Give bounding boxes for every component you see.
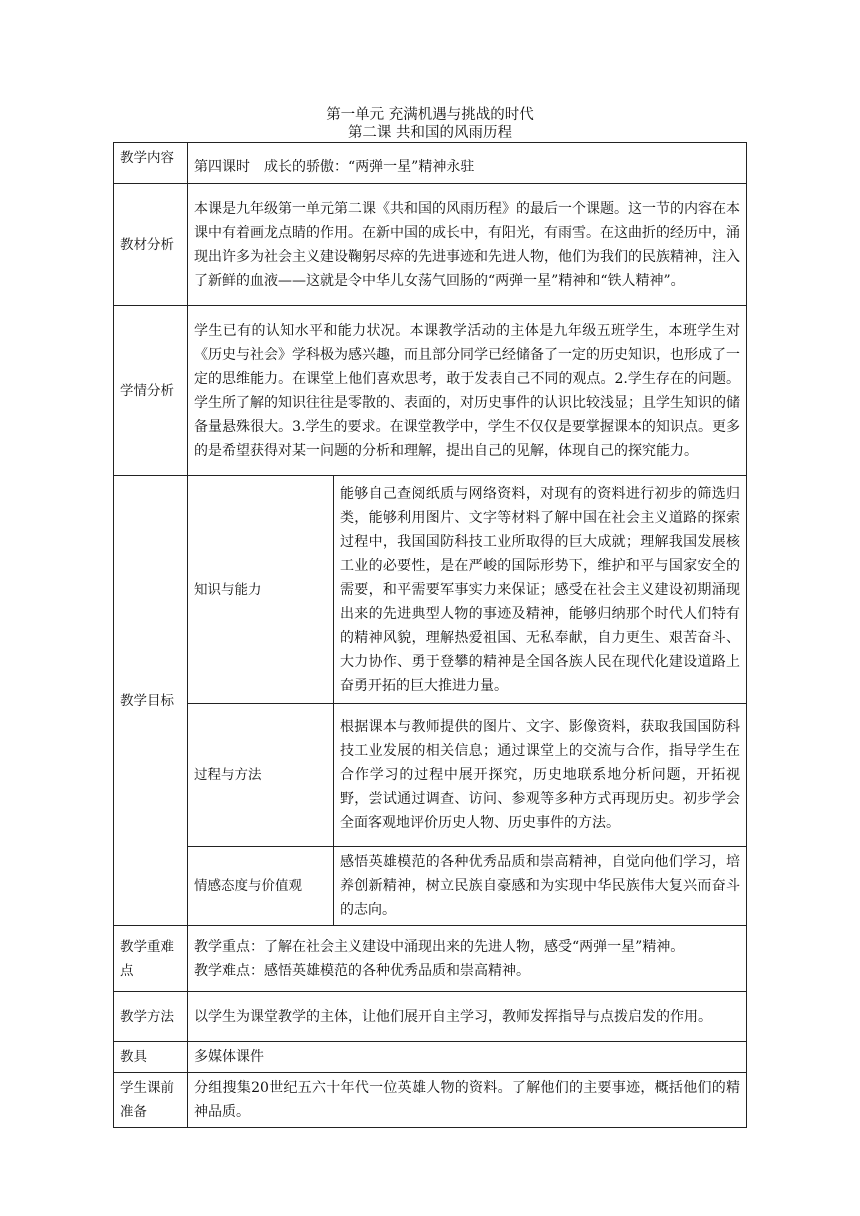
material-label: 教材分析: [114, 184, 188, 306]
content-value: 第四课时 成长的骄傲：“两弹一星”精神永驻: [188, 143, 747, 184]
tools-label: 教具: [114, 1042, 188, 1073]
table-row-tools: [114, 1042, 747, 1073]
table-row-prep: [114, 1073, 747, 1128]
table-row-goal-emotion: [114, 847, 747, 926]
table-row-method: [114, 992, 747, 1042]
difficult-point-text: 教学难点：感悟英雄模范的各种优秀品质和崇高精神。: [194, 962, 530, 979]
tools-value: 多媒体课件: [188, 1042, 747, 1073]
prep-value: 分组搜集20世纪五六十年代一位英雄人物的资料。了解他们的主要事迹，概括他们的精神品质。: [188, 1073, 747, 1128]
table-row-keypoints: [114, 926, 747, 992]
process-value: 根据课本与教师提供的图片、文字、影像资料，获取我国国防科技工业发展的相关信息；通过课堂上的交流与合作，指导学生在合作学习的过程中展开探究，历史地联系地分析问题，开拓视野，尝试通过调查、访问、参观等多种方式再现历史。初步学会全面客观地评价历史人物、历史事件的方法。: [334, 704, 747, 847]
method-value: 以学生为课堂教学的主体，让他们展开自主学习，教师发挥指导与点拨启发的作用。: [188, 992, 747, 1042]
goals-label: 教学目标: [114, 476, 188, 926]
keypoints-label: 教学重难点: [114, 926, 188, 992]
table-row-goal-process: [114, 704, 747, 847]
lesson-title: 第二课 共和国的风雨历程: [347, 125, 513, 141]
table-row-material: [114, 184, 747, 306]
content-label: 教学内容: [114, 143, 188, 184]
emotion-label: 情感态度与价值观: [188, 847, 334, 926]
process-label: 过程与方法: [188, 704, 334, 847]
knowledge-value: 能够自己查阅纸质与网络资料，对现有的资料进行初步的筛选归类，能够利用图片、文字等材料了解中国在社会主义道路的探索过程中，我国国防科技工业所取得的巨大成就；理解我国发展核工业的必要性，是在严峻的国际形势下，维护和平与国家安全的需要，和平需要军事实力来保证；感受在社会主义建设初期涌现出来的先进典型人物的事迹及精神，能够归纳那个时代人们特有的精神风貌，理解热爱祖国、无私奉献，自力更生、艰苦奋斗、大力协作、勇于登攀的精神是全国各族人民在现代化建设道路上奋勇开拓的巨大推进力量。: [334, 476, 747, 704]
table-row-goal-knowledge: [114, 476, 747, 704]
lesson-plan-table: [113, 142, 747, 1128]
method-label: 教学方法: [114, 992, 188, 1042]
keypoints-value: [188, 926, 747, 992]
prep-label: 学生课前准备: [114, 1073, 188, 1128]
material-value: 本课是九年级第一单元第二课《共和国的风雨历程》的最后一个课题。这一节的内容在本课中有着画龙点睛的作用。在新中国的成长中，有阳光，有雨雪。在这曲折的经历中，涌现出许多为社会主义建设鞠躬尽瘁的先进事迹和先进人物，他们为我们的民族精神，注入了新鲜的血液——这就是令中华儿女荡气回肠的“两弹一星”精神和“铁人精神”。: [188, 184, 747, 306]
table-row-content: [114, 143, 747, 184]
unit-title: 第一单元 充满机遇与挑战的时代: [326, 107, 534, 123]
key-point-text: 教学重点：了解在社会主义建设中涌现出来的先进人物，感受“两弹一星”精神。: [194, 938, 685, 955]
students-value: 学生已有的认知水平和能力状况。本课教学活动的主体是九年级五班学生，本班学生对《历史与社会》学科极为感兴趣，而且部分同学已经储备了一定的历史知识，也形成了一定的思维能力。在课堂上他们喜欢思考，敢于发表自己不同的观点。2.学生存在的问题。学生所了解的知识往往是零散的、表面的，对历史事件的认识比较浅显；且学生知识的储备量悬殊很大。3.学生的要求。在课堂教学中，学生不仅仅是要掌握课本的知识点。更多的是希望获得对某一问题的分析和理解，提出自己的见解，体现自己的探究能力。: [188, 306, 747, 476]
emotion-value: 感悟英雄模范的各种优秀品质和崇高精神，自觉向他们学习，培养创新精神，树立民族自豪感和为实现中华民族伟大复兴而奋斗的志向。: [334, 847, 747, 926]
knowledge-label: 知识与能力: [188, 476, 334, 704]
students-label: 学情分析: [114, 306, 188, 476]
table-row-students: [114, 306, 747, 476]
